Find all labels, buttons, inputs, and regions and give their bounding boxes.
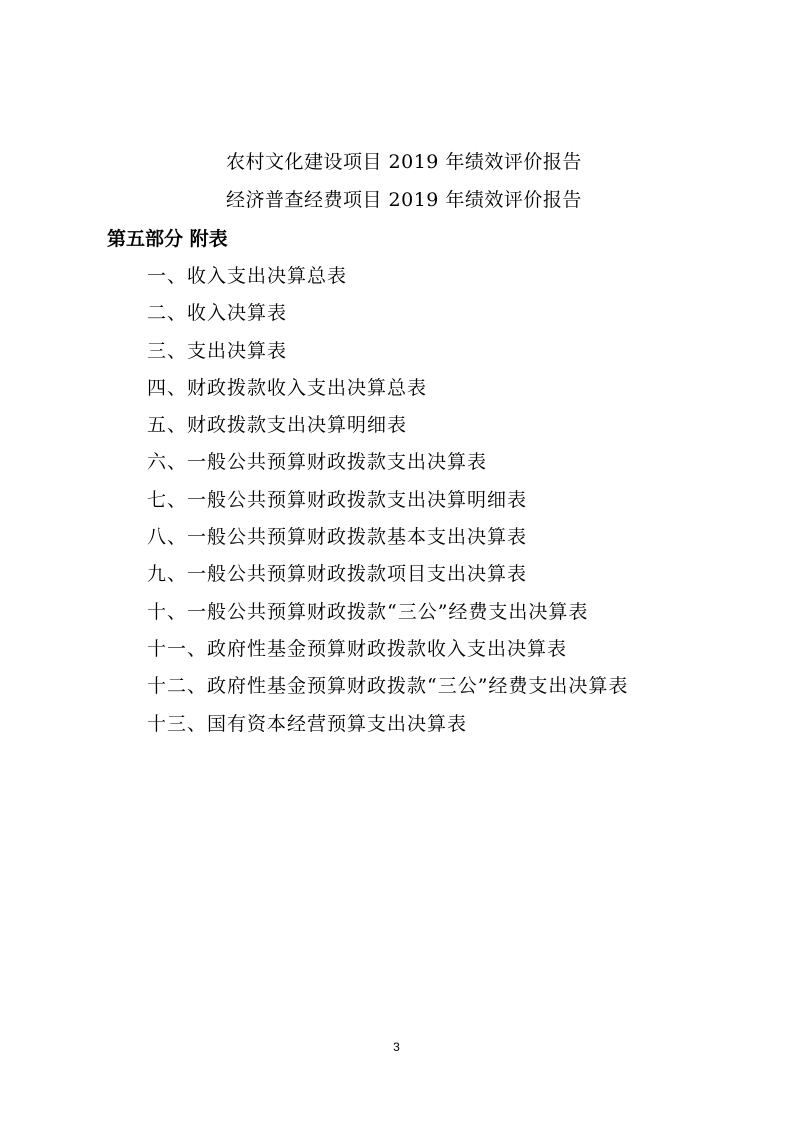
section-heading: 第五部分 附表: [107, 228, 228, 250]
list-item: 十、一般公共预算财政拨款“三公”经费支出决算表: [147, 600, 589, 623]
list-item: 四、财政拨款收入支出决算总表: [147, 376, 428, 399]
list-item: 八、一般公共预算财政拨款基本支出决算表: [147, 526, 528, 549]
page-number: 3: [393, 1040, 400, 1054]
list-item: 十二、政府性基金预算财政拨款“三公”经费支出决算表: [147, 675, 629, 698]
report-title-rural-culture: 农村文化建设项目 2019 年绩效评价报告: [226, 151, 582, 173]
report-title-economic-census: 经济普查经费项目 2019 年绩效评价报告: [226, 189, 582, 211]
list-item: 十三、国有资本经营预算支出决算表: [147, 712, 468, 735]
list-item: 二、收入决算表: [147, 302, 288, 325]
list-item: 一、收入支出决算总表: [147, 265, 348, 287]
list-item: 七、一般公共预算财政拨款支出决算明细表: [147, 488, 528, 511]
list-item: 五、财政拨款支出决算明细表: [147, 414, 408, 437]
list-item: 三、支出决算表: [147, 339, 288, 362]
list-item: 六、一般公共预算财政拨款支出决算表: [147, 451, 488, 474]
list-item: 十一、政府性基金预算财政拨款收入支出决算表: [147, 637, 568, 660]
list-item: 九、一般公共预算财政拨款项目支出决算表: [147, 563, 528, 586]
appendix-list: [147, 262, 628, 747]
